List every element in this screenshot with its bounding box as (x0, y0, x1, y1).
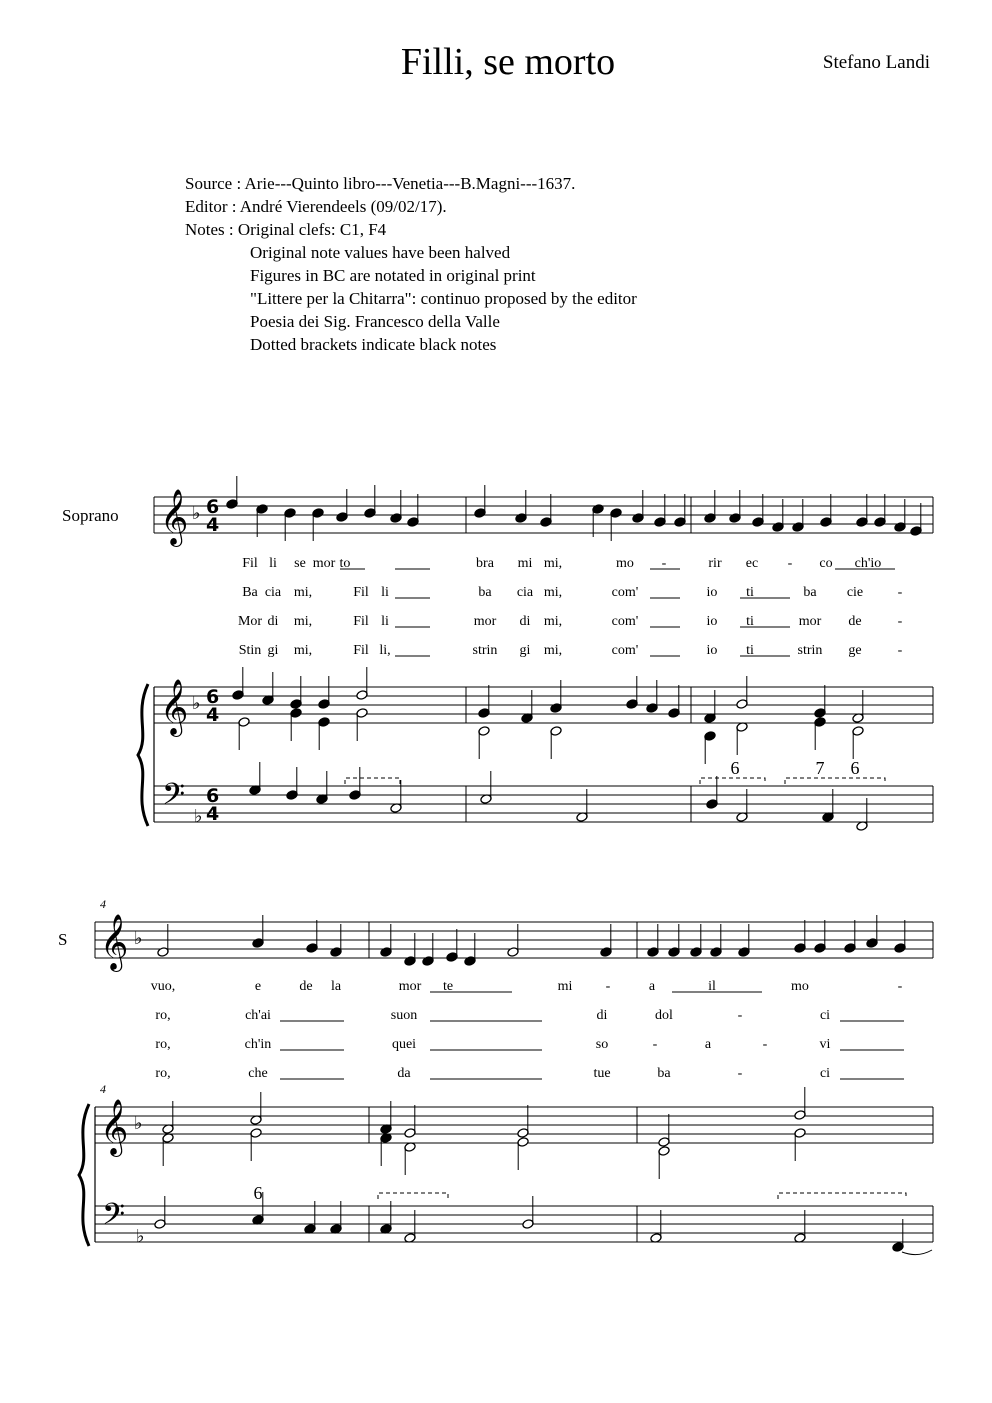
note (290, 676, 302, 709)
note (658, 1114, 670, 1147)
lyric-syllable: - (737, 1066, 743, 1081)
lyric-syllable: cia (516, 585, 534, 600)
note (250, 1092, 262, 1125)
lyric-syllable: suon (390, 1008, 418, 1023)
lyric-syllable: strin (797, 643, 823, 658)
lyric-syllable: cia (264, 585, 282, 600)
lyric-syllable: co (819, 556, 833, 571)
lyric-syllable: ba (478, 585, 492, 600)
lyric-syllable: li, (379, 643, 391, 658)
lyric-syllable: - (897, 614, 903, 629)
note (349, 767, 361, 800)
lyric-syllable: mor (473, 614, 497, 629)
lyric-syllable: - (897, 585, 903, 600)
note (550, 680, 562, 713)
note (592, 504, 604, 537)
note (710, 924, 722, 957)
note (668, 685, 680, 718)
note (792, 499, 804, 532)
note (162, 1101, 174, 1134)
dotted-bracket (700, 778, 765, 784)
lyric-syllable: mor (798, 614, 822, 629)
lyric-syllable: Fil (242, 556, 258, 571)
note (464, 933, 476, 966)
lyric-syllable: com' (611, 614, 639, 629)
note (704, 731, 716, 764)
composer-name: Stefano Landi (822, 52, 930, 73)
note (157, 924, 169, 957)
lyric-syllable: mi, (543, 643, 563, 658)
lyric-syllable: gi (267, 643, 279, 658)
note (654, 494, 666, 527)
lyric-syllable: che (248, 1066, 268, 1081)
note (674, 494, 686, 527)
figured-bass: 6 (850, 758, 860, 778)
note (736, 722, 748, 755)
bass-clef-icon: 𝄢 (162, 778, 186, 819)
lyric-syllable: strin (472, 643, 498, 658)
lyric-syllable: a (648, 979, 656, 994)
note (794, 1128, 806, 1161)
lyric-syllable: ro, (155, 1037, 171, 1052)
lyric-syllable: gi (519, 643, 531, 658)
lyric-syllable: li (269, 556, 277, 571)
measure-number: 4 (100, 1082, 106, 1096)
note (626, 676, 638, 709)
note (794, 1087, 806, 1120)
treble-clef-icon: 𝄞 (100, 914, 129, 970)
note (647, 924, 659, 957)
lyric-syllable: a (704, 1037, 712, 1052)
note (252, 915, 264, 948)
note-brackets: Dotted brackets indicate black notes (250, 335, 497, 354)
note (250, 1128, 262, 1161)
lyric-syllable: ba (803, 585, 817, 600)
note (404, 1142, 416, 1175)
lyric-syllable: Stin (238, 643, 262, 658)
note (550, 726, 562, 759)
bass-staff (95, 1206, 933, 1242)
note (690, 924, 702, 957)
note (318, 676, 330, 709)
lyric-syllable: te (442, 979, 454, 994)
note (668, 924, 680, 957)
lyric-syllable: mor (312, 556, 336, 571)
lyric-syllable: tue (593, 1066, 611, 1081)
note (704, 690, 716, 723)
lyric-syllable: de (848, 614, 862, 629)
note (517, 1137, 529, 1170)
time-signature: 4 (206, 803, 220, 825)
lyric-syllable: - (605, 979, 611, 994)
treble-clef-icon: 𝄞 (160, 489, 189, 545)
note (894, 920, 906, 953)
note (729, 490, 741, 523)
note (306, 920, 318, 953)
lyric-syllable: vi (819, 1037, 831, 1052)
note (752, 494, 764, 527)
brace-icon (79, 1104, 89, 1246)
note (894, 499, 906, 532)
lyric-syllable: il (708, 979, 716, 994)
lyric-syllable: ch'io (854, 556, 882, 571)
right-hand-staff (154, 687, 933, 723)
lyric-syllable: mi, (543, 614, 563, 629)
lyric-syllable: mi, (543, 556, 563, 571)
lyric-syllable: Fil (353, 614, 369, 629)
lyric-syllable: cie (846, 585, 864, 600)
lyric-syllable: ch'ai (245, 1008, 271, 1023)
note (814, 920, 826, 953)
note (390, 780, 402, 813)
note (380, 924, 392, 957)
lyric-syllable: com' (611, 585, 639, 600)
lyric-syllable: ti (746, 643, 754, 658)
lyric-syllable: com' (611, 643, 639, 658)
note (517, 1105, 529, 1138)
note (706, 776, 718, 809)
note (318, 717, 330, 750)
lyric-syllable: - (661, 556, 667, 571)
lyric-syllable: li (381, 614, 389, 629)
lyric-syllable: ro, (155, 1066, 171, 1081)
brace-icon (138, 684, 148, 826)
note (852, 726, 864, 759)
lyric-syllable: mo (616, 556, 634, 571)
system-2 (79, 897, 933, 1255)
note (380, 1101, 392, 1134)
note (422, 933, 434, 966)
note (407, 494, 419, 527)
note (736, 676, 748, 709)
note (600, 924, 612, 957)
note-values: Original note values have been halved (250, 243, 511, 262)
note (478, 685, 490, 718)
bass-clef-icon: 𝄢 (102, 1198, 126, 1239)
note (540, 494, 552, 527)
lyric-syllable: mi (557, 979, 573, 994)
note-clefs: Notes : Original clefs: C1, F4 (185, 220, 387, 239)
note (238, 717, 250, 750)
lyric-syllable: mi, (293, 585, 313, 600)
lyric-syllable: so (595, 1037, 609, 1052)
note (226, 476, 238, 509)
dotted-bracket (785, 778, 885, 784)
note (249, 762, 261, 795)
note (474, 485, 486, 518)
note (286, 767, 298, 800)
note (576, 789, 588, 822)
measure-number: 4 (100, 897, 106, 911)
note (154, 1196, 166, 1229)
treble-clef-icon: 𝄞 (160, 679, 189, 735)
note-editor: Editor : André Vierendeels (09/02/17). (185, 197, 447, 216)
note (330, 924, 342, 957)
note (316, 771, 328, 804)
bass-staff (154, 786, 933, 822)
lyric-syllable: quei (391, 1037, 417, 1052)
note (521, 690, 533, 723)
dotted-bracket (378, 1193, 448, 1199)
note (856, 798, 868, 831)
note (736, 789, 748, 822)
lyric-syllable: bra (476, 556, 494, 571)
note (290, 708, 302, 741)
note (738, 924, 750, 957)
part-label-soprano: Soprano (62, 506, 119, 525)
note (480, 771, 492, 804)
note (390, 490, 402, 523)
note (356, 708, 368, 741)
note (256, 504, 268, 537)
flat-icon: ♭ (134, 1113, 143, 1134)
note (874, 494, 886, 527)
figured-bass: 6 (253, 1183, 263, 1203)
lyric-syllable: - (897, 643, 903, 658)
lyric-syllable: ec (745, 556, 759, 571)
time-signature: 6 (206, 686, 220, 708)
note (814, 717, 826, 750)
note (262, 672, 274, 705)
lyric-syllable: ci (819, 1066, 831, 1081)
note (772, 499, 784, 532)
note (356, 667, 368, 700)
note (794, 920, 806, 953)
treble-clef-icon: 𝄞 (100, 1099, 129, 1155)
lyric-syllable: mo (791, 979, 809, 994)
time-signature: 4 (206, 514, 220, 536)
lyric-syllable: - (897, 979, 903, 994)
lyric-syllable: mor (398, 979, 422, 994)
lyric-syllable: di (519, 614, 531, 629)
part-label-s: S (58, 930, 68, 949)
lyric-syllable: Mor (237, 614, 263, 629)
lyric-syllable: mi, (543, 585, 563, 600)
lyric-syllable: di (596, 1008, 608, 1023)
lyric-syllable: rir (708, 556, 722, 571)
note-source: Source : Arie---Quinto libro---Venetia---B.Magni---1637. (185, 174, 576, 193)
figured-bass: 7 (815, 758, 825, 778)
lyric-syllable: li (381, 585, 389, 600)
lyric-syllable: se (294, 556, 306, 571)
note (232, 667, 244, 700)
note (632, 490, 644, 523)
note (852, 690, 864, 723)
lyric-syllable: - (737, 1008, 743, 1023)
note (404, 1105, 416, 1138)
system-1 (138, 476, 933, 831)
lyric-syllable: io (706, 643, 718, 658)
lyric-syllable: de (299, 979, 313, 994)
note (515, 490, 527, 523)
lyric-syllable: - (787, 556, 793, 571)
note-poesia: Poesia dei Sig. Francesco della Valle (250, 312, 500, 331)
flat-icon: ♭ (136, 1226, 145, 1247)
flat-icon: ♭ (194, 806, 203, 827)
lyric-syllable: ba (657, 1066, 671, 1081)
score-title: Filli, se morto (400, 41, 616, 83)
note (856, 494, 868, 527)
lyric-syllable: mi, (293, 614, 313, 629)
lyric-syllable: ch'in (244, 1037, 272, 1052)
soprano-staff (154, 497, 933, 533)
note-figures: Figures in BC are notated in original print (250, 266, 536, 285)
lyric-syllable: ci (819, 1008, 831, 1023)
note (658, 1146, 670, 1179)
lyric-syllable: da (397, 1066, 411, 1081)
dotted-bracket (345, 778, 400, 784)
tie (902, 1250, 932, 1255)
note (507, 924, 519, 957)
lyric-syllable: - (762, 1037, 768, 1052)
note-chitarra: "Littere per la Chitarra": continuo proposed by the editor (250, 289, 637, 308)
lyric-syllable: Ba (242, 585, 258, 600)
lyric-syllable: ti (746, 585, 754, 600)
lyric-syllable: vuo, (150, 979, 176, 994)
note (364, 485, 376, 518)
figured-bass: 6 (730, 758, 740, 778)
note (404, 933, 416, 966)
note (704, 490, 716, 523)
lyric-syllable: Fil (353, 585, 369, 600)
note (162, 1133, 174, 1166)
lyric-syllable: dol (655, 1008, 673, 1023)
note (822, 789, 834, 822)
note (646, 680, 658, 713)
note (910, 503, 922, 536)
note (820, 494, 832, 527)
flat-icon: ♭ (192, 693, 201, 714)
lyric-syllable: di (267, 614, 279, 629)
lyric-syllable: to (339, 556, 351, 571)
lyric-syllable: mi, (293, 643, 313, 658)
time-signature: 4 (206, 704, 220, 726)
flat-icon: ♭ (134, 928, 143, 949)
lyric-syllable: la (330, 979, 342, 994)
lyric-syllable: - (652, 1037, 658, 1052)
lyric-syllable: Fil (353, 643, 369, 658)
note (522, 1196, 534, 1229)
lyric-syllable: e (254, 979, 262, 994)
note (380, 1133, 392, 1166)
lyric-syllable: io (706, 585, 718, 600)
lyric-syllable: io (706, 614, 718, 629)
right-hand-staff (95, 1107, 933, 1143)
lyric-syllable: ro, (155, 1008, 171, 1023)
flat-icon: ♭ (192, 503, 201, 524)
note (478, 726, 490, 759)
time-signature: 6 (206, 785, 220, 807)
note (866, 915, 878, 948)
note (844, 920, 856, 953)
lyric-syllable: ti (746, 614, 754, 629)
time-signature: 6 (206, 496, 220, 518)
note (814, 685, 826, 718)
lyric-syllable: ge (848, 643, 862, 658)
note (446, 929, 458, 962)
lyric-syllable: mi (517, 556, 533, 571)
dotted-bracket (778, 1193, 906, 1199)
